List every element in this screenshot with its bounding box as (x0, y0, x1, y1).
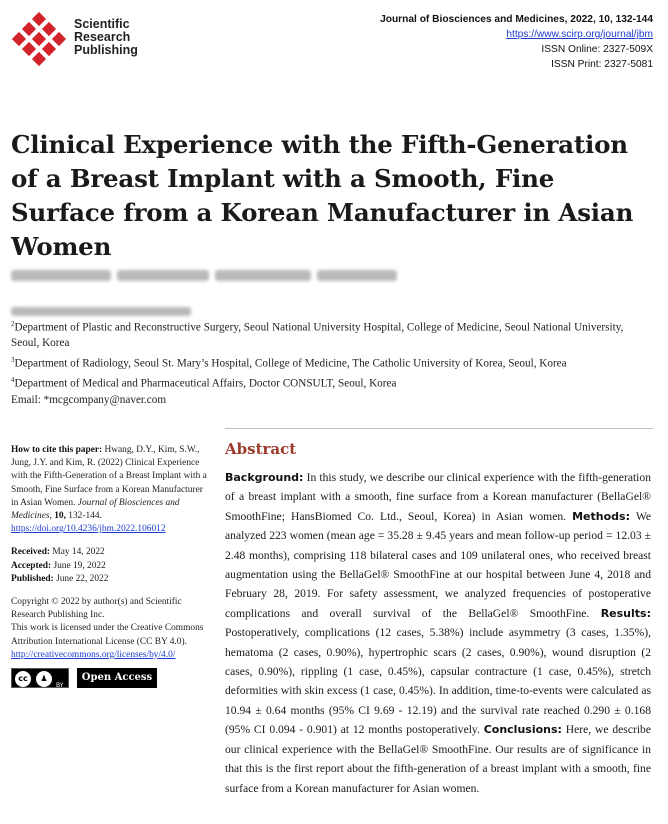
citation-pages: 132-144. (68, 511, 102, 522)
methods-label: Methods: (572, 509, 630, 523)
citation-label: How to cite this paper: (11, 445, 103, 455)
publisher-name-line: Publishing (74, 43, 138, 57)
publisher-logo-mark (12, 12, 68, 68)
copyright-notice: Copyright © 2022 by author(s) and Scientific Research Publishing Inc. (11, 597, 182, 621)
person-icon: ♟ (36, 671, 52, 687)
citation-volume: 10, (54, 511, 66, 522)
issn-online: ISSN Online: 2327-509X (541, 44, 653, 55)
publisher-name (74, 18, 138, 57)
affiliation-text: Department of Medical and Pharmaceutical Affairs, Doctor CONSULT, Seoul, Korea (14, 377, 397, 390)
publisher-logo (12, 12, 162, 72)
publisher-name-line: Scientific (74, 17, 130, 31)
conclusions-label: Conclusions: (483, 723, 562, 737)
cc-icon: cc (15, 671, 31, 687)
license-notice: This work is licensed under the Creative Commons Attribution International License (CC BY 4.0). (11, 623, 204, 647)
affiliation-marker: 3 (11, 355, 15, 364)
article-sidebar (11, 444, 211, 690)
issn-print: ISSN Print: 2327-5081 (551, 59, 653, 70)
affiliation-item (11, 353, 651, 372)
published-date (11, 573, 211, 586)
journal-url-link[interactable]: https://www.scirp.org/journal/jbm (506, 29, 653, 40)
citation-text: Hwang, D.Y., Kim, S.W., Jung, J.Y. and Kim, R. (2022) Clinical Experience with the Fifth-Generation of a Breast Implant with a Smooth, Fine Surface from a Korean Manufacturer in Asian Women. (11, 445, 207, 508)
cc-by-badge[interactable] (11, 668, 69, 688)
accepted-label: Accepted: (11, 560, 52, 571)
published-value: June 22, 2022 (56, 573, 109, 584)
affiliations (11, 317, 651, 410)
affiliation-text: Department of Plastic and Reconstructive Surgery, Seoul National University Hospital, College of Medicine, Seoul National University, Seoul, Korea (11, 321, 624, 350)
affiliation-item (11, 373, 651, 392)
affiliation-marker: 4 (11, 375, 15, 384)
journal-citation-line: Journal of Biosciences and Medicines, 2022, 10, 132-144 (380, 14, 653, 25)
received-label: Received: (11, 547, 51, 558)
affiliation-text: Department of Radiology, Seoul St. Mary’s Hospital, College of Medicine, The Catholic University of Korea, Seoul, Korea (14, 357, 567, 370)
license-link[interactable]: http://creativecommons.org/licenses/by/4.0/ (11, 649, 176, 660)
publisher-name-line: Research (74, 30, 131, 44)
license-badges (11, 668, 211, 690)
journal-info (380, 12, 653, 72)
received-date (11, 546, 211, 559)
open-access-badge[interactable]: Open Access (77, 668, 157, 688)
background-label: Background: (225, 471, 304, 484)
methods-text: We analyzed 223 women (mean age = 35.28 ± 9.45 years and mean follow-up period = 12.03 ± 2.48 months), comprising 118 bilateral cases and 109 unilateral ones, who received breast augmentation using the BellaGel® SmoothFine at our hospital between June 4, 2018 and February 28, 2019. For safety assessment, we analyzed frequencies of postoperative complications and overall survival of the BellaGel® SmoothFine. (225, 509, 651, 620)
accepted-date (11, 560, 211, 573)
redacted-author (117, 270, 209, 281)
accepted-value: June 19, 2022 (53, 560, 106, 571)
published-label: Published: (11, 573, 54, 584)
redacted-affiliation (11, 307, 191, 316)
doi-link[interactable]: https://doi.org/10.4236/jbm.2022.106012 (11, 524, 166, 535)
affiliation-item (11, 317, 651, 352)
redacted-author (11, 270, 111, 281)
redacted-author (215, 270, 311, 281)
citation-block (11, 444, 211, 536)
abstract-heading: Abstract (225, 440, 297, 458)
results-text: Postoperatively, complications (12 cases, 5.38%) include asymmetry (3 cases, 1.35%), hematoma (2 cases, 0.90%), hypertrophic scars (2 cases, 0.90%), wound disruption (2 cases, 0.90%), rippling (1 case, 0.45%), capsular contracture (1 case, 0.45%), stretch deformities with skin excess (1 case, 0.45%). In addition, time-to-events were calculated as 10.94 ± 0.64 months (95% CI 9.69 - 12.19) and the survival rate reached 0.290 ± 0.168 (95% CI 0.094 - 0.901) at 12 months postoperatively. (225, 626, 651, 737)
page-header (0, 0, 668, 100)
paper-title: Clinical Experience with the Fifth-Generation of a Breast Implant with a Smooth, Fine Surface from a Korean Manufacturer in Asian Women (11, 130, 634, 261)
affiliation-marker: 2 (11, 320, 15, 328)
received-value: May 14, 2022 (52, 547, 105, 558)
cc-by-label: BY (56, 682, 64, 690)
results-label: Results: (600, 606, 651, 620)
contact-email: Email: *mcgcompany@naver.com (11, 394, 167, 407)
redacted-author (317, 270, 397, 281)
abstract-body (225, 468, 651, 798)
authors-redacted (11, 266, 403, 280)
conclusions-text: Here, we describe our clinical experience with the BellaGel® SmoothFine. Our results are of significance in that this is the first report about the fifth-generation of a breast implant with a smooth, fine surface from a Korean manufacturer for Asian women. (225, 723, 651, 795)
background-text: In this study, we describe our clinical experience with the fifth-generation of a breast implant with a smooth, fine surface from a Korean manufacturer (BellaGel® SmoothFine; HansBiomed Co. Ltd., Seoul, Korea) in Asian women. (225, 471, 651, 523)
citation-journal: Journal of Biosciences and Medicines, (11, 497, 180, 522)
abstract-divider (225, 428, 653, 429)
